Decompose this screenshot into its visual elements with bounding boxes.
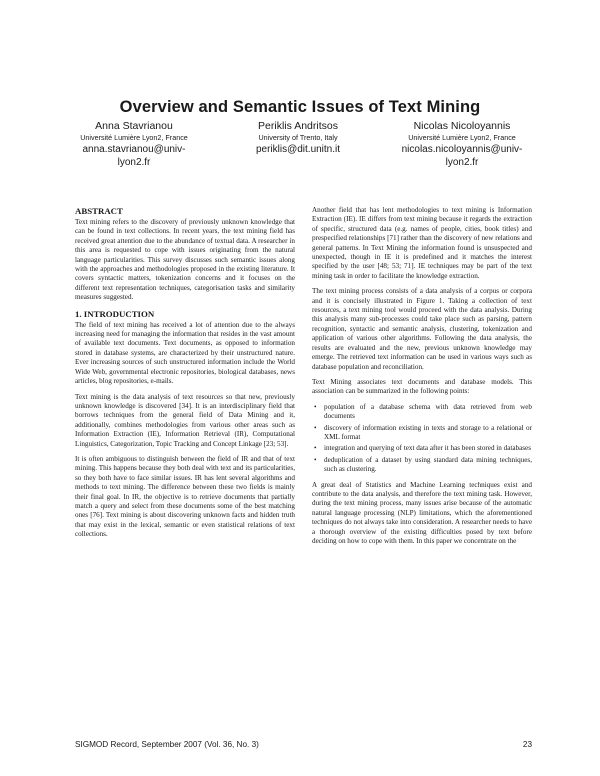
body-paragraph-process: The text mining process consists of a data analysis of a corpus or corpora and it is concisely illustrated in Figure 1. Taking a collection of text resources, a text mining tool would proceed with the data analysis. During this analysis many sub-processes could take place such as parsing, pattern recognition, syntactic and semantic analysis, clustering, tokenization and application of various other algorithms. Following the data analysis, the results are evaluated and the new, previous unknown knowledge may emerge. The retrieved text information can be used in various ways such as database population and reconciliation. [312, 287, 532, 371]
right-column [312, 206, 532, 546]
list-item: • discovery of information existing in texts and storage to a relational or XML format [312, 424, 532, 443]
author-block-3 [372, 120, 552, 169]
author-email-line2: lyon2.fr [445, 157, 479, 168]
intro-paragraph-2: Text mining is the data analysis of text resources so that new, previously unknown knowledge is discovered [34]. It is an interdisciplinary field that borrows techniques from the general field of Data Mining and it, additionally, combines methodologies from various other areas such as Information Extraction (IE), Information Retrieval (IR), Computational Linguistics, Categorization, Topic Tracking and Concept Linkage [23; 53]. [75, 392, 295, 448]
body-paragraph-association: Text Mining associates text documents and database models. This association can be summarized in the following points: [312, 377, 532, 396]
author-email-line1: nicolas.nicoloyannis@univ- [401, 144, 523, 155]
author-name: Nicolas Nicoloyannis [413, 120, 511, 132]
left-column [75, 206, 295, 540]
list-item: • population of a database schema with data retrieved from web documents [312, 403, 532, 422]
author-email-line2: lyon2.fr [117, 157, 151, 168]
footer-venue: SIGMOD Record, September 2007 (Vol. 36, No. 3) [75, 740, 259, 749]
author-name: Periklis Andritsos [258, 120, 338, 132]
list-item: • integration and querying of text data after it has been stored in databases [312, 444, 532, 453]
author-name: Anna Stavrianou [95, 120, 173, 132]
abstract-heading: ABSTRACT [75, 206, 123, 216]
introduction-heading: 1. INTRODUCTION [75, 308, 155, 319]
paper-title: Overview and Semantic Issues of Text Mining [119, 98, 481, 116]
author-block-2 [208, 120, 388, 156]
abstract-text: Text mining refers to the discovery of previously unknown knowledge that can be found in text collections. In recent years, the text mining field has received great attention due to the abundance of textual data. A researcher in this area is requested to cope with issues originating from the natural language particularities. This survey discusses such semantic issues along with the approaches and methodologies proposed in the existing literature. It covers syntactic matters, tokenization concerns and it focuses on the different text representation techniques, categorisation tasks and similarity measures suggested. [75, 218, 295, 302]
author-email-line1: anna.stavrianou@univ- [82, 144, 186, 155]
intro-paragraph-1: The field of text mining has received a lot of attention due to the always increasing need for managing the information that resides in the vast amount of available text documents. Text documents, as opposed to information stored in database systems, are characterized by their unstructured nature. Ever increasing sources of such unstructured information include the World Wide Web, governmental electronic repositories, biological databases, news articles, blog repositories, e-mails. [75, 320, 295, 386]
body-paragraph-statistics: A great deal of Statistics and Machine Learning techniques exist and contribute to the data analysis, and therefore the text mining task. However, during the text mining process, many issues arise because of the automatic natural language processing (NLP) limitations, which the aforementioned techniques do not always take into consideration. A researcher needs to have a thorough overview of the existing difficulties posed by text before deciding on how to cope with them. In this paper we concentrate on the [312, 480, 532, 545]
author-block-1 [44, 120, 224, 169]
list-item: • deduplication of a dataset by using standard data mining techniques, such as clustering. [312, 456, 532, 475]
page-number: 23 [522, 740, 532, 749]
author-affiliation: Université Lumière Lyon2, France [80, 133, 188, 142]
author-email-line1: periklis@dit.unitn.it [255, 144, 341, 155]
author-affiliation: University of Trento, Italy [258, 133, 338, 142]
association-list [312, 403, 532, 475]
author-affiliation: Université Lumière Lyon2, France [408, 133, 516, 142]
body-paragraph-ie: Another field that has lent methodologies to text mining is Information Extraction (IE). IE differs from text mining because it regards the extraction of specific, structured data (e.g. names of people, cities, book titles) and prespecified relationships [71] rather than the discovery of new relations and general patterns. In Text Mining the information found is unsuspected and unexpected, though in IE it is predefined and it matches the interest specified by the user [48; 53; 71]. IE techniques may be part of the text mining task in order to facilitate the knowledge extraction. [312, 206, 532, 280]
intro-paragraph-3: It is often ambiguous to distinguish between the field of IR and that of text mining. This happens because they both deal with text and its particularities, so they both have to face similar issues. IR has lent several algorithms and methods to text mining. The difference between these two fields is mainly their final goal. In IR, the objective is to retrieve documents that partially match a query and select from these documents some of the best matching ones [76]. Text mining is about discovering unknown facts and hidden truth that may exist in the lexical, semantic or even statistical relations of text collections. [75, 454, 295, 539]
